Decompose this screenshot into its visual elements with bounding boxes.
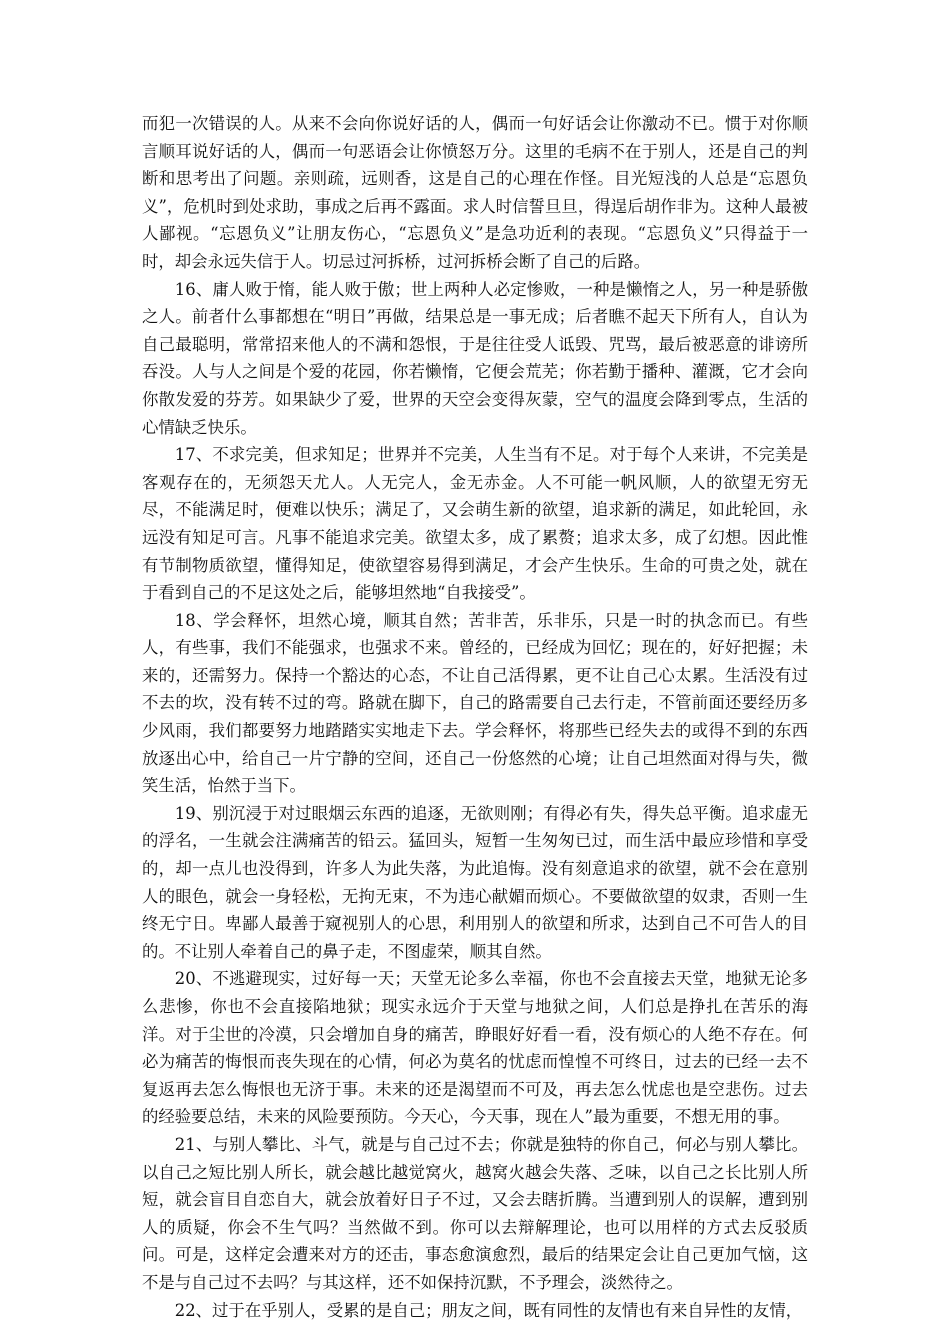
document-page — [142, 110, 808, 1324]
paragraph-17: 17、不求完美，但求知足；世界并不完美，人生当有不足。对于每个人来讲，不完美是客观存在的，无须怨天尤人。人无完人，金无赤金。人不可能一帆风顺，人的欲望无穷无尽，不能满足时，便难以快乐；满足了，又会萌生新的欲望，追求新的满足，如此轮回，永远没有知足可言。凡事不能追求完美。欲望太多，成了累赘；追求太多，成了幻想。因此惟有节制物质欲望，懂得知足，使欲望容易得到满足，才会产生快乐。生命的可贵之处，就在于看到自己的不足这处之后，能够坦然地“自我接受”。 — [142, 445, 808, 603]
paragraph-15-continued: 而犯一次错误的人。从来不会向你说好话的人，偶而一句好话会让你激动不已。惯于对你顺言顺耳说好话的人，偶而一句恶语会让你愤怒万分。这里的毛病不在于别人，还是自己的判断和思考出了问题。亲则疏，远则香，这是自己的心理在作怪。目光短浅的人总是“忘恩负义”，危机时到处求助，事成之后再不露面。求人时信誓旦旦，得逞后胡作非为。这种人最被人鄙视。“忘恩负义”让朋友伤心，“忘恩负义”是急功近利的表现。“忘恩负义”只得益于一时，却会永远失信于人。切忌过河拆桥，过河拆桥会断了自己的后路。 — [142, 114, 808, 271]
paragraph-18: 18、学会释怀，坦然心境，顺其自然；苦非苦，乐非乐，只是一时的执念而已。有些人，有些事，我们不能强求，也强求不来。曾经的，已经成为回忆；现在的，好好把握；未来的，还需努力。保持一个豁达的心态，不让自己活得累，更不让自己心太累。生活没有过不去的坎，没有转不过的弯。路就在脚下，自己的路需要自己去行走，不管前面还要经历多少风雨，我们都要努力地踏踏实实地走下去。学会释怀，将那些已经失去的或得不到的东西放逐出心中，给自己一片宁静的空间，还自己一份悠然的心境；让自己坦然面对得与失，微笑生活，怡然于当下。 — [142, 610, 808, 796]
paragraph-21: 21、与别人攀比、斗气，就是与自己过不去；你就是独特的你自己，何必与别人攀比。以自己之短比别人所长，就会越比越觉窝火，越窝火越会失落、乏味，以自己之长比别人所短，就会盲目自恋自大，就会放着好日子不过，又会去瞎折腾。当遭到别人的误解，遭到别人的质疑，你会不生气吗？当然做不到。你可以去辩解理论，也可以用样的方式去反驳质问。可是，这样定会遭来对方的还击，事态愈演愈烈，最后的结果定会让自己更加气恼，这不是与自己过不去吗？与其这样，还不如保持沉默，不予理会，淡然待之。 — [142, 1134, 808, 1292]
paragraph-22-start: 22、过于在乎别人，受累的是自己；朋友之间，既有同性的友情也有来自异性的友情， — [174, 1300, 803, 1320]
paragraph-16: 16、庸人败于惰，能人败于傲；世上两种人必定惨败，一种是懒惰之人，另一种是骄傲之人。前者什么事都想在“明日”再做，结果总是一事无成；后者瞧不起天下所有人，自认为自己最聪明，常常招来他人的不满和怨恨，于是往往受人诋毁、咒骂，最后被恶意的诽谤所吞没。人与人之间是个爱的花园，你若懒惰，它便会荒芜；你若勤于播种、灌溉，它才会向你散发爱的芬芳。如果缺少了爱，世界的天空会变得灰蒙，空气的温度会降到零点，生活的心情缺乏快乐。 — [142, 279, 808, 437]
paragraph-19: 19、别沉浸于对过眼烟云东西的追逐，无欲则刚；有得必有失，得失总平衡。追求虚无的浮名，一生就会注满痛苦的铅云。猛回头，短暂一生匆匆已过，而生活中最应珍惜和享受的，却一点儿也没得到，许多人为此失落，为此追悔。没有刻意追求的欲望，就不会在意别人的眼色，就会一身轻松，无拘无束，不为违心献媚而烦心。不要做欲望的奴隶，否则一生终无宁日。卑鄙人最善于窥视别人的心思，利用别人的欲望和所求，达到自己不可告人的目的。不让别人牵着自己的鼻子走，不图虚荣，顺其自然。 — [142, 803, 808, 961]
paragraph-20: 20、不逃避现实，过好每一天；天堂无论多么幸福，你也不会直接去天堂，地狱无论多么悲惨，你也不会直接陷地狱；现实永远介于天堂与地狱之间，人们总是挣扎在苦乐的海洋。对于尘世的冷漠，只会增加自身的痛苦，睁眼好好看一看，没有烦心的人绝不存在。何必为痛苦的悔恨而丧失现在的心情，何必为莫名的忧虑而惶惶不可终日，过去的已经一去不复返再去怎么悔恨也无济于事。未来的还是渴望而不可及，再去怎么忧虑也是空悲伤。过去的经验要总结，未来的风险要预防。今天心，今天事，现在人”最为重要，不想无用的事。 — [142, 969, 808, 1127]
